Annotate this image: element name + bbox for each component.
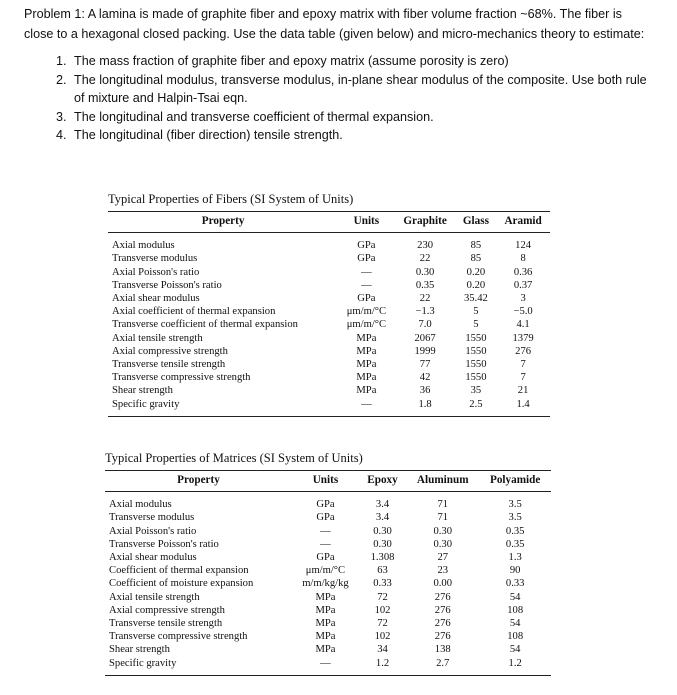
header-graphite: Graphite xyxy=(403,215,447,227)
value-cell: 3.5 xyxy=(508,512,522,524)
value-cell: 35 xyxy=(470,385,482,397)
value-cell: 1.308 xyxy=(370,552,395,564)
header-glass: Glass xyxy=(462,215,489,227)
units-cell: MPa xyxy=(356,332,377,344)
value-cell: 1.3 xyxy=(508,552,522,564)
units-cell: — xyxy=(361,279,372,291)
units-cell: GPa xyxy=(316,552,335,564)
value-cell: 5 xyxy=(473,319,479,331)
table-row xyxy=(108,292,550,305)
table-row xyxy=(105,630,551,643)
table-row xyxy=(108,318,550,331)
value-cell: 0.00 xyxy=(433,578,452,590)
property-cell: Axial modulus xyxy=(112,240,175,252)
value-cell: 54 xyxy=(509,644,521,656)
value-cell: 71 xyxy=(437,499,449,511)
value-cell: 138 xyxy=(434,644,451,656)
table-row xyxy=(105,551,551,564)
property-cell: Shear strength xyxy=(112,385,173,397)
value-cell: 85 xyxy=(470,253,482,265)
value-cell: 72 xyxy=(377,618,388,630)
value-cell: 2.5 xyxy=(469,398,483,410)
property-cell: Axial Poisson's ratio xyxy=(109,525,197,537)
value-cell: 1.2 xyxy=(375,657,390,669)
header-aramid: Aramid xyxy=(504,215,542,227)
value-cell: 276 xyxy=(434,618,451,630)
value-cell: 3.4 xyxy=(375,499,390,511)
units-cell: μm/m/°C xyxy=(346,319,387,331)
value-cell: 124 xyxy=(515,240,532,252)
value-cell: 34 xyxy=(377,644,388,656)
units-cell: m/m/kg/kg xyxy=(302,578,349,590)
units-cell: μm/m/°C xyxy=(305,565,346,577)
value-cell: 22 xyxy=(419,293,431,305)
value-cell: 77 xyxy=(419,359,431,371)
table-row xyxy=(108,252,550,265)
header-property: Property xyxy=(201,215,245,227)
table-row xyxy=(108,384,550,397)
value-cell: 0.30 xyxy=(373,525,392,537)
value-cell: 2.7 xyxy=(436,657,450,669)
property-cell: Coefficient of thermal expansion xyxy=(109,565,249,577)
property-cell: Coefficient of moisture expansion xyxy=(109,578,254,590)
value-cell: 0.33 xyxy=(373,578,392,590)
units-cell: MPa xyxy=(356,359,377,371)
value-cell: 23 xyxy=(437,565,449,577)
units-cell: — xyxy=(320,657,331,669)
header-epoxy: Epoxy xyxy=(367,474,398,486)
property-cell: Transverse Poisson's ratio xyxy=(112,279,222,291)
units-cell: GPa xyxy=(357,240,376,252)
value-cell: 54 xyxy=(509,618,521,630)
table-row xyxy=(105,525,551,538)
value-cell: 102 xyxy=(374,631,391,643)
header-property: Property xyxy=(177,474,220,486)
value-cell: 63 xyxy=(377,565,388,577)
table-row xyxy=(108,332,550,345)
value-cell: 230 xyxy=(417,240,434,252)
property-cell: Axial shear modulus xyxy=(112,293,200,305)
value-cell: 0.20 xyxy=(466,266,486,278)
table-row xyxy=(105,538,551,551)
header-aluminum: Aluminum xyxy=(416,474,469,486)
value-cell: 7.0 xyxy=(418,319,432,331)
table-row xyxy=(108,371,550,384)
value-cell: 54 xyxy=(509,591,521,603)
property-cell: Transverse tensile strength xyxy=(112,359,226,371)
value-cell: 1999 xyxy=(414,345,436,357)
value-cell: 1550 xyxy=(465,372,487,384)
property-cell: Transverse compressive strength xyxy=(109,631,248,643)
value-cell: 1550 xyxy=(465,345,487,357)
value-cell: 0.36 xyxy=(513,266,533,278)
value-cell: 5 xyxy=(473,306,479,318)
task-item: 4. The longitudinal (fiber direction) tensile strength. xyxy=(70,126,654,145)
value-cell: 0.33 xyxy=(505,578,525,590)
fibers-table-section xyxy=(108,192,550,417)
value-cell: 108 xyxy=(507,604,524,616)
units-cell: MPa xyxy=(315,631,336,643)
task-item: 3. The longitudinal and transverse coefficient of thermal expansion. xyxy=(70,108,654,127)
property-cell: Specific gravity xyxy=(112,398,180,410)
units-cell: — xyxy=(361,266,372,278)
value-cell: 0.20 xyxy=(466,279,486,291)
value-cell: 27 xyxy=(437,552,449,564)
value-cell: 0.30 xyxy=(433,525,452,537)
value-cell: 42 xyxy=(419,372,431,384)
table-row xyxy=(105,492,551,512)
units-cell: — xyxy=(320,538,331,550)
property-cell: Axial tensile strength xyxy=(109,591,200,603)
value-cell: 0.37 xyxy=(513,279,533,291)
task-item: 2. The longitudinal modulus, transverse modulus, in-plane shear modulus of the composite. Use both rule of mixture and Halpin-Tsai eqn. xyxy=(70,71,654,108)
table-row xyxy=(108,266,550,279)
property-cell: Transverse modulus xyxy=(109,512,195,524)
property-cell: Transverse tensile strength xyxy=(109,618,223,630)
fibers-table xyxy=(108,211,550,417)
value-cell: 0.30 xyxy=(373,538,392,550)
units-cell: μm/m/°C xyxy=(346,306,387,318)
value-cell: 3.4 xyxy=(375,512,390,524)
value-cell: 1.4 xyxy=(516,398,530,410)
property-cell: Transverse coefficient of thermal expansion xyxy=(112,319,298,331)
value-cell: −5.0 xyxy=(513,306,533,318)
value-cell: 7 xyxy=(520,372,526,384)
units-cell: GPa xyxy=(357,253,376,265)
table-row xyxy=(105,657,551,676)
value-cell: 3 xyxy=(520,293,526,305)
units-cell: MPa xyxy=(315,644,336,656)
table-row xyxy=(105,643,551,656)
units-cell: GPa xyxy=(316,512,335,524)
table-row xyxy=(108,233,550,253)
value-cell: 36 xyxy=(419,385,431,397)
property-cell: Transverse compressive strength xyxy=(112,372,251,384)
units-cell: MPa xyxy=(315,604,336,616)
task-item: 1. The mass fraction of graphite fiber and epoxy matrix (assume porosity is zero) xyxy=(70,52,654,71)
units-cell: — xyxy=(320,525,331,537)
value-cell: 0.30 xyxy=(433,538,452,550)
value-cell: 276 xyxy=(434,604,451,616)
units-cell: MPa xyxy=(356,372,377,384)
fibers-table-body xyxy=(108,233,550,417)
property-cell: Axial compressive strength xyxy=(109,604,225,616)
problem-statement xyxy=(24,4,654,145)
value-cell: 1550 xyxy=(465,359,487,371)
value-cell: 1550 xyxy=(465,332,487,344)
table-row xyxy=(108,345,550,358)
table-row xyxy=(108,398,550,417)
property-cell: Axial shear modulus xyxy=(109,552,197,564)
value-cell: 276 xyxy=(515,345,532,357)
table-row xyxy=(105,511,551,524)
table-row xyxy=(108,358,550,371)
value-cell: 8 xyxy=(520,253,526,265)
value-cell: 7 xyxy=(520,359,526,371)
value-cell: 0.35 xyxy=(505,538,525,550)
value-cell: 3.5 xyxy=(508,499,522,511)
matrices-table xyxy=(105,470,551,676)
units-cell: MPa xyxy=(315,618,336,630)
problem-intro: Problem 1: A lamina is made of graphite fiber and epoxy matrix with fiber volume fraction ~68%. The fiber is close to a hexagonal closed packing. Use the data table (given below) and micro-mechanics theory to estimate: xyxy=(24,7,645,41)
table-row xyxy=(105,577,551,590)
value-cell: 90 xyxy=(509,565,521,577)
property-cell: Shear strength xyxy=(109,644,170,656)
value-cell: 85 xyxy=(470,240,482,252)
property-cell: Axial modulus xyxy=(109,499,172,511)
property-cell: Axial Poisson's ratio xyxy=(112,266,200,278)
fibers-table-caption: Typical Properties of Fibers (SI System of Units) xyxy=(108,192,354,206)
value-cell: 0.35 xyxy=(415,279,435,291)
value-cell: 0.30 xyxy=(415,266,435,278)
units-cell: MPa xyxy=(356,345,377,357)
value-cell: 2067 xyxy=(414,332,436,344)
value-cell: −1.3 xyxy=(415,306,435,318)
value-cell: 0.35 xyxy=(505,525,525,537)
matrices-table-header xyxy=(105,471,551,492)
value-cell: 102 xyxy=(374,604,391,616)
units-cell: MPa xyxy=(356,385,377,397)
fibers-table-header xyxy=(108,212,550,233)
property-cell: Axial coefficient of thermal expansion xyxy=(112,306,276,318)
task-list xyxy=(24,52,654,145)
value-cell: 276 xyxy=(434,631,451,643)
value-cell: 108 xyxy=(507,631,524,643)
matrices-table-caption: Typical Properties of Matrices (SI System of Units) xyxy=(105,451,363,465)
units-cell: — xyxy=(361,398,372,410)
table-row xyxy=(105,591,551,604)
property-cell: Transverse modulus xyxy=(112,253,198,265)
value-cell: 72 xyxy=(377,591,388,603)
property-cell: Specific gravity xyxy=(109,657,177,669)
matrices-table-body xyxy=(105,492,551,676)
table-row xyxy=(105,604,551,617)
property-cell: Axial compressive strength xyxy=(112,345,228,357)
table-row xyxy=(108,279,550,292)
value-cell: 1379 xyxy=(512,332,534,344)
table-row xyxy=(105,617,551,630)
value-cell: 22 xyxy=(419,253,431,265)
units-cell: MPa xyxy=(315,591,336,603)
property-cell: Transverse Poisson's ratio xyxy=(109,538,219,550)
value-cell: 21 xyxy=(517,385,529,397)
value-cell: 1.2 xyxy=(508,657,522,669)
value-cell: 71 xyxy=(437,512,449,524)
matrices-table-section xyxy=(105,451,551,676)
units-cell: GPa xyxy=(316,499,335,511)
value-cell: 276 xyxy=(434,591,451,603)
units-cell: GPa xyxy=(357,293,376,305)
table-row xyxy=(108,305,550,318)
header-polyamide: Polyamide xyxy=(489,474,541,486)
value-cell: 4.1 xyxy=(516,319,530,331)
table-row xyxy=(105,564,551,577)
property-cell: Axial tensile strength xyxy=(112,332,203,344)
value-cell: 35.42 xyxy=(464,293,488,305)
value-cell: 1.8 xyxy=(418,398,432,410)
header-units: Units xyxy=(312,474,339,486)
header-units: Units xyxy=(353,215,380,227)
